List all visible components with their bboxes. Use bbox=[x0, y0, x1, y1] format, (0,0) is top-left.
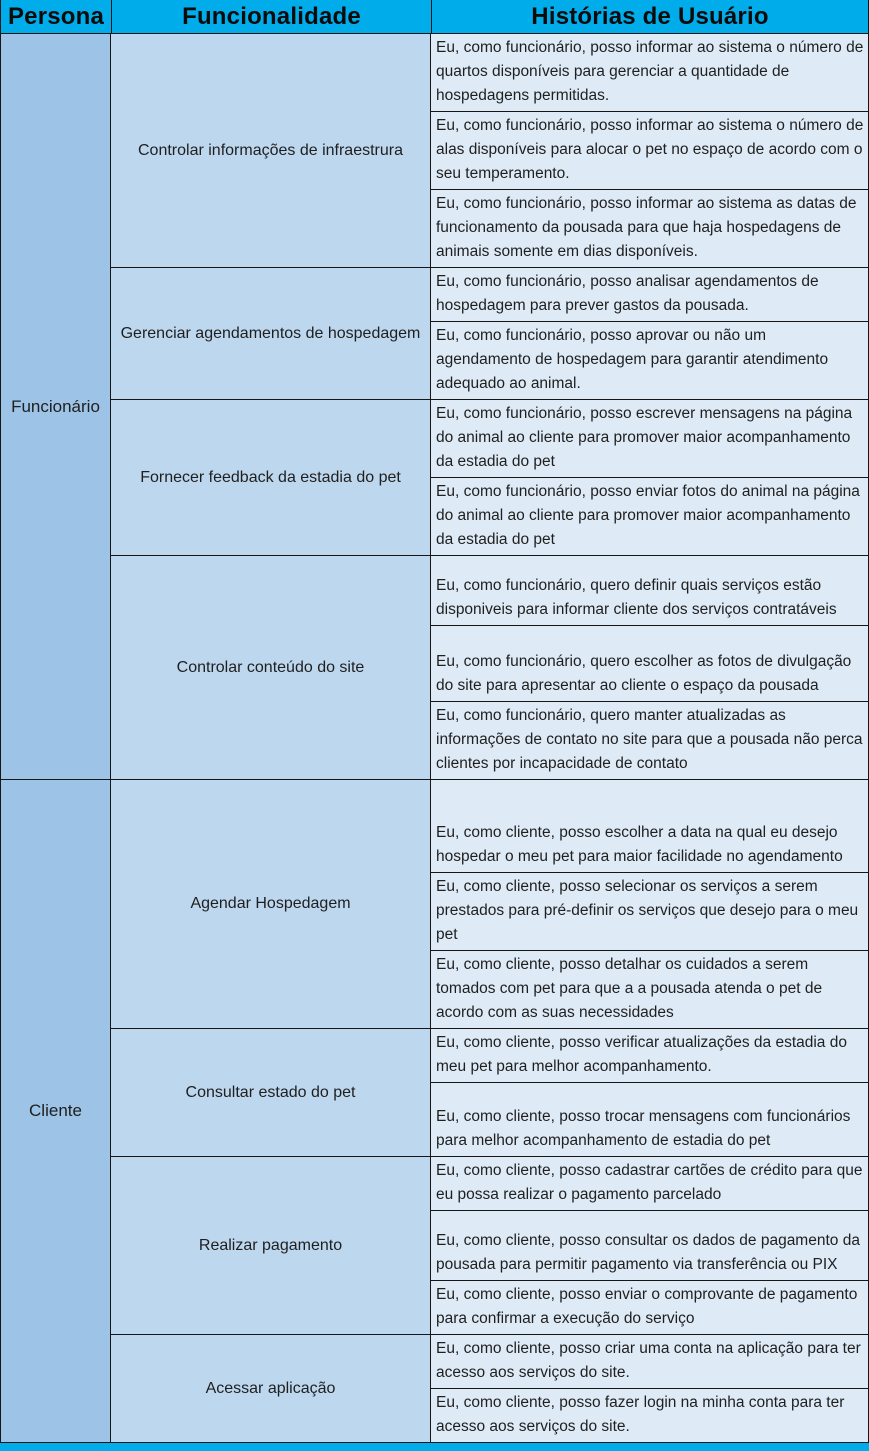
story-list bbox=[431, 1335, 868, 1442]
story-cell: Eu, como cliente, posso verificar atualizações da estadia do meu pet para melhor acompanhamento. bbox=[436, 1034, 847, 1075]
story-list bbox=[431, 780, 868, 1028]
story-cell: Eu, como funcionário, posso aprovar ou não um agendamento de hospedagem para garantir atendimento adequado ao animal. bbox=[431, 321, 868, 399]
story-list bbox=[431, 268, 868, 399]
persona-cell: Funcionário bbox=[1, 34, 111, 779]
feature-cell: Realizar pagamento bbox=[111, 1157, 431, 1334]
story-cell: Eu, como funcionário, posso enviar fotos do animal na página do animal ao cliente para promover maior acompanhamento da estadia do pet bbox=[431, 477, 868, 555]
story-cell: Eu, como cliente, posso detalhar os cuidados a serem tomados com pet para que a a pousada atenda o pet de acordo com as suas necessidades bbox=[431, 950, 868, 1028]
feature-group bbox=[111, 267, 868, 399]
persona-section-cliente bbox=[1, 779, 868, 1442]
story-cell: Eu, como funcionário, quero escolher as fotos de divulgação do site para apresentar ao cliente o espaço da pousada bbox=[431, 625, 868, 701]
story-cell: Eu, como funcionário, quero manter atualizadas as informações de contato no site para que a pousada não perca clientes por incapacidade de contato bbox=[431, 701, 868, 779]
feature-group bbox=[111, 555, 868, 779]
header-cell-persona: Persona bbox=[7, 2, 105, 30]
story-list bbox=[431, 400, 868, 555]
story-cell: Eu, como funcionário, posso analisar agendamentos de hospedagem para prever gastos da pousada. bbox=[436, 273, 819, 314]
story-cell: Eu, como cliente, posso consultar os dados de pagamento da pousada para permitir pagamento via transferência ou PIX bbox=[431, 1210, 868, 1280]
feature-group bbox=[111, 780, 868, 1028]
header-cell-historias: Histórias de Usuário bbox=[431, 0, 868, 33]
table-header-row bbox=[1, 0, 868, 34]
story-cell: Eu, como funcionário, quero definir quais serviços estão disponiveis para informar cliente dos serviços contratáveis bbox=[436, 577, 837, 618]
story-cell: Eu, como cliente, posso criar uma conta na aplicação para ter acesso aos serviços do site. bbox=[436, 1340, 861, 1381]
feature-groups bbox=[111, 780, 868, 1442]
feature-group bbox=[111, 399, 868, 555]
feature-cell: Controlar informações de infraestrura bbox=[111, 34, 431, 267]
story-cell: Eu, como cliente, posso enviar o comprovante de pagamento para confirmar a execução do serviço bbox=[431, 1280, 868, 1334]
feature-cell: Gerenciar agendamentos de hospedagem bbox=[111, 268, 431, 399]
feature-cell: Acessar aplicação bbox=[111, 1335, 431, 1442]
feature-group bbox=[111, 1156, 868, 1334]
story-cell: Eu, como cliente, posso trocar mensagens com funcionários para melhor acompanhamento de estadia do pet bbox=[431, 1082, 868, 1156]
feature-group bbox=[111, 1334, 868, 1442]
feature-cell: Fornecer feedback da estadia do pet bbox=[111, 400, 431, 555]
header-cell-funcionalidade: Funcionalidade bbox=[111, 0, 431, 33]
story-cell: Eu, como funcionário, posso informar ao sistema o número de alas disponíveis para alocar o pet no espaço de acordo com o seu temperamento. bbox=[431, 111, 868, 189]
story-cell: Eu, como cliente, posso selecionar os serviços a serem prestados para pré-definir os serviços que desejo para o meu pet bbox=[431, 872, 868, 950]
persona-cell: Cliente bbox=[1, 780, 111, 1442]
persona-section-funcionario bbox=[1, 34, 868, 779]
feature-cell: Agendar Hospedagem bbox=[111, 780, 431, 1028]
story-cell: Eu, como funcionário, posso informar ao sistema o número de quartos disponíveis para gerenciar a quantidade de hospedagens permitidas. bbox=[436, 39, 864, 104]
story-list bbox=[431, 1029, 868, 1156]
feature-cell: Consultar estado do pet bbox=[111, 1029, 431, 1156]
feature-cell: Controlar conteúdo do site bbox=[111, 556, 431, 779]
story-list bbox=[431, 1157, 868, 1334]
story-list bbox=[431, 34, 868, 267]
feature-group bbox=[111, 1028, 868, 1156]
story-list bbox=[431, 556, 868, 779]
story-cell: Eu, como cliente, posso cadastrar cartões de crédito para que eu possa realizar o pagamento parcelado bbox=[436, 1162, 863, 1203]
story-cell: Eu, como funcionário, posso informar ao sistema as datas de funcionamento da pousada para que haja hospedagens de animais somente em dias disponíveis. bbox=[431, 189, 868, 267]
story-cell: Eu, como funcionário, posso escrever mensagens na página do animal ao cliente para promover maior acompanhamento da estadia do pet bbox=[436, 405, 853, 470]
story-cell: Eu, como cliente, posso escolher a data na qual eu desejo hospedar o meu pet para maior facilidade no agendamento bbox=[436, 824, 843, 865]
feature-group bbox=[111, 34, 868, 267]
story-cell: Eu, como cliente, posso fazer login na minha conta para ter acesso aos serviços do site. bbox=[431, 1388, 868, 1442]
bottom-accent-bar bbox=[0, 1443, 869, 1451]
feature-groups bbox=[111, 34, 868, 779]
